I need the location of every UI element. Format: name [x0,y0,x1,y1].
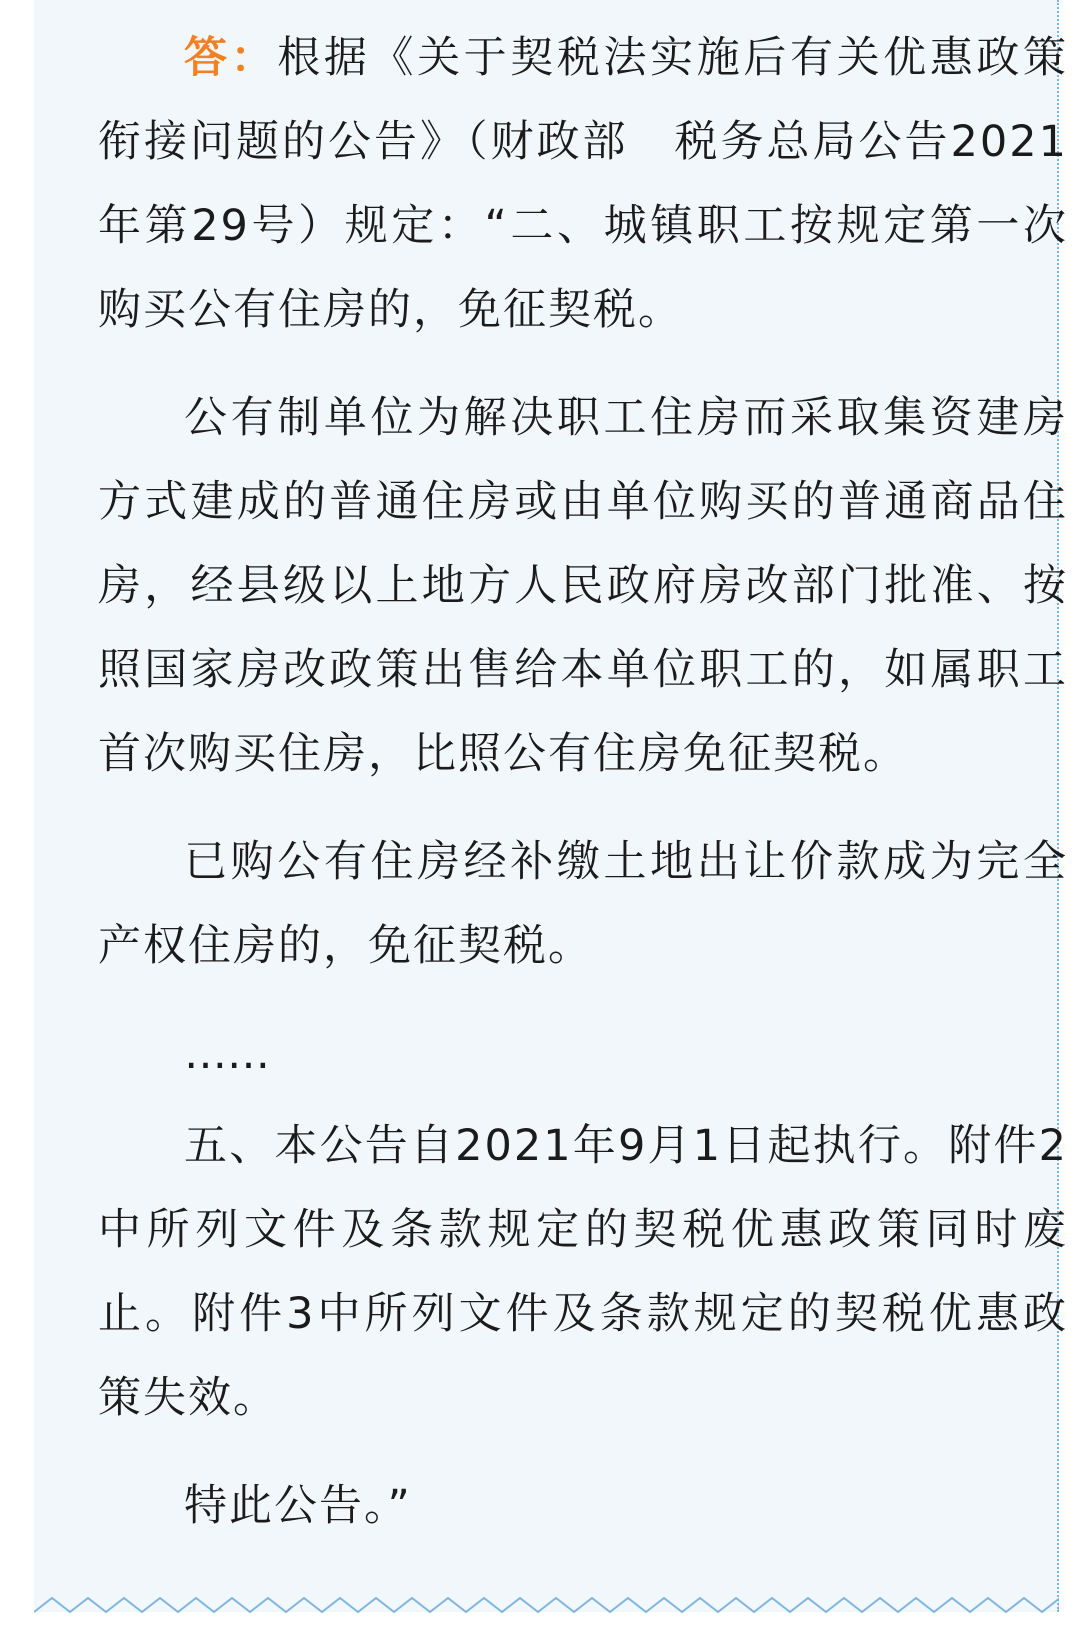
paragraph-2: 公有制单位为解决职工住房而采取集资建房方式建成的普通住房或由单位购买的普通商品住房，经县级以上地方人民政府房改部门批准、按照国家房改政策出售给本单位职工的，如属职工首次购买住房，比照公有住房免征契税。 [98,393,1068,779]
ellipsis: …… [184,1029,270,1079]
paragraph-5: 五、本公告自2021年9月1日起执行。附件2中所列文件及条款规定的契税优惠政策同时废止。附件3中所列文件及条款规定的契税优惠政策失效。 [98,1121,1068,1423]
paragraph-6: 特此公告。” [184,1481,412,1531]
answer-label: 答： [184,33,278,83]
wave-border-decoration [34,1590,1059,1630]
paragraph-3: 已购公有住房经补缴土地出让价款成为完全产权住房的，免征契税。 [98,837,1068,971]
paragraph-1-text: 根据《关于契税法实施后有关优惠政策衔接问题的公告》（财政部 税务总局公告2021年第29号）规定：“二、城镇职工按规定第一次购买公有住房的，免征契税。 [98,33,1069,335]
article-body [98,16,1068,1572]
article-card [34,0,1069,1612]
paragraph-1 [98,16,1068,352]
